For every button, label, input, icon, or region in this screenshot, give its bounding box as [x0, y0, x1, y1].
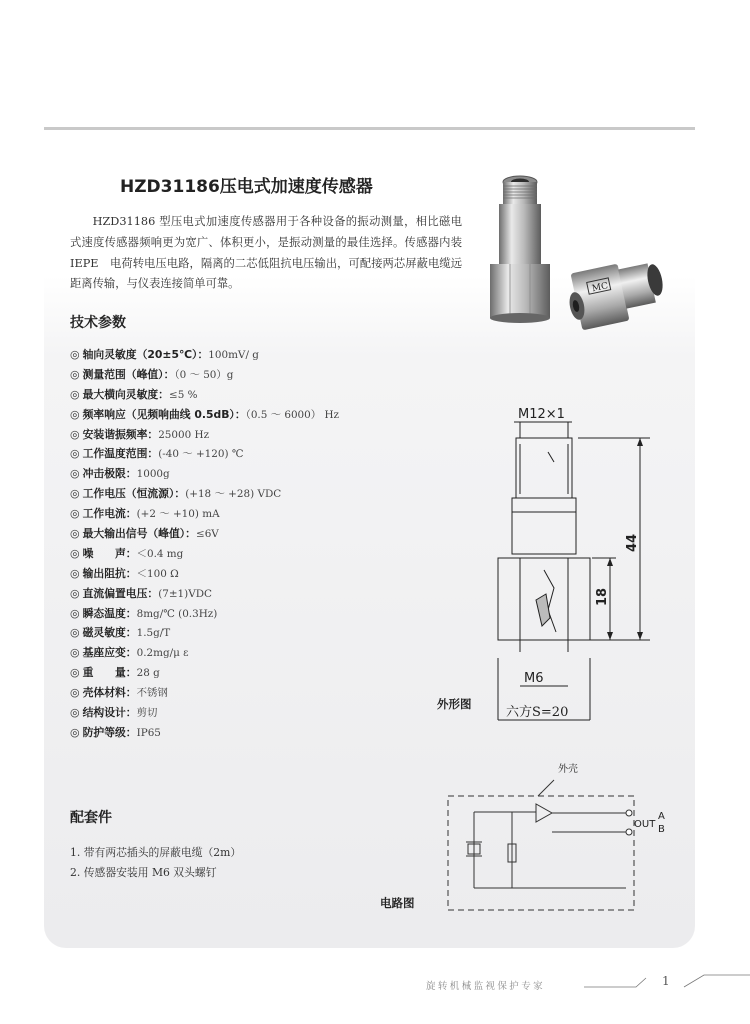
param-item: ◎ 最大横向灵敏度：≤5 % [70, 387, 198, 401]
out-terminal-b [626, 829, 632, 835]
param-item: ◎ 噪 声：＜0.4 mg [70, 546, 184, 560]
pin-a-label: A [658, 811, 665, 822]
footer-slogan: 旋转机械监视保护专家 [426, 981, 546, 992]
param-item: ◎ 测量范围（峰值）：（0 ～ 50）g [70, 367, 234, 381]
param-item: ◎ 输出阻抗：＜100 Ω [70, 566, 179, 580]
drawing-caption: 外形图 [437, 697, 472, 711]
page-number: 1 [662, 974, 670, 988]
param-item: ◎ 工作温度范围：(-40 ～ +120) ℃ [70, 447, 244, 461]
outline-drawing [436, 400, 696, 730]
param-item: ◎ 工作电压（恒流源）：(+18 ～ +28) VDC [70, 487, 282, 501]
param-item: ◎ 直流偏置电压：(7±1)VDC [70, 586, 213, 600]
height-total-label: 44 [625, 533, 640, 552]
pin-b-label: B [658, 824, 665, 835]
mount-thread-label: M6 [524, 671, 544, 686]
params-list [70, 345, 339, 743]
param-item: ◎ 壳体材料：不锈钢 [70, 686, 168, 700]
hex-size-label: 六方S=20 [506, 705, 569, 720]
accessory-item: 1. 带有两芯插头的屏蔽电缆（2m） [70, 846, 242, 859]
param-item: ◎ 频率响应（见频响曲线 0.5dB）：（0.5 ～ 6000） Hz [70, 407, 340, 421]
param-item: ◎ 重 量：28 g [70, 666, 160, 680]
param-item: ◎ 防护等级：IP65 [70, 725, 161, 739]
page-title: HZD31186压电式加速度传感器 [120, 177, 373, 197]
circuit-caption: 电路图 [380, 896, 415, 910]
accessories-list [70, 843, 241, 883]
shell-label: 外壳 [558, 764, 578, 775]
out-terminal-a [626, 810, 632, 816]
top-divider [44, 127, 695, 130]
intro-paragraph: HZD31186 型压电式加速度传感器用于各种设备的振动测量，相比磁电式速度传感器频响更为宽广、体积更小，是振动测量的最佳选择。传感器内装 IEPE 电荷转电压电路，隔离的二芯低阻抗电压输出，可配接两芯屏蔽电缆远距离传输，与仪表连接简单可靠。 [70, 215, 474, 291]
tech-params-heading: 技术参数 [70, 315, 126, 331]
param-item: ◎ 瞬态温度：8mg/℃ (0.3Hz) [70, 606, 218, 620]
param-item: ◎ 最大输出信号（峰值）：≤6V [70, 527, 219, 541]
thread-label: M12×1 [518, 407, 565, 422]
param-item: ◎ 工作电流：(+2 ～ +10) mA [70, 507, 220, 521]
param-item: ◎ 安装谐振频率：25000 Hz [70, 427, 210, 441]
accessory-item: 2. 传感器安装用 M6 双头螺钉 [70, 866, 217, 879]
param-item: ◎ 轴向灵敏度（20±5℃）：100mV/ g [70, 348, 259, 361]
out-label: OUT [634, 819, 656, 830]
product-photo [472, 168, 672, 338]
param-item: ◎ 结构设计：剪切 [70, 706, 158, 720]
param-item: ◎ 基座应变：0.2mg/μ ε [70, 646, 189, 660]
circuit-diagram [376, 760, 676, 915]
product-logo: MC [591, 281, 610, 295]
param-item: ◎ 冲击极限：1000g [70, 467, 170, 481]
height-hex-label: 18 [595, 587, 610, 606]
accessories-heading: 配套件 [70, 810, 112, 826]
param-item: ◎ 磁灵敏度：1.5g/T [70, 626, 171, 640]
